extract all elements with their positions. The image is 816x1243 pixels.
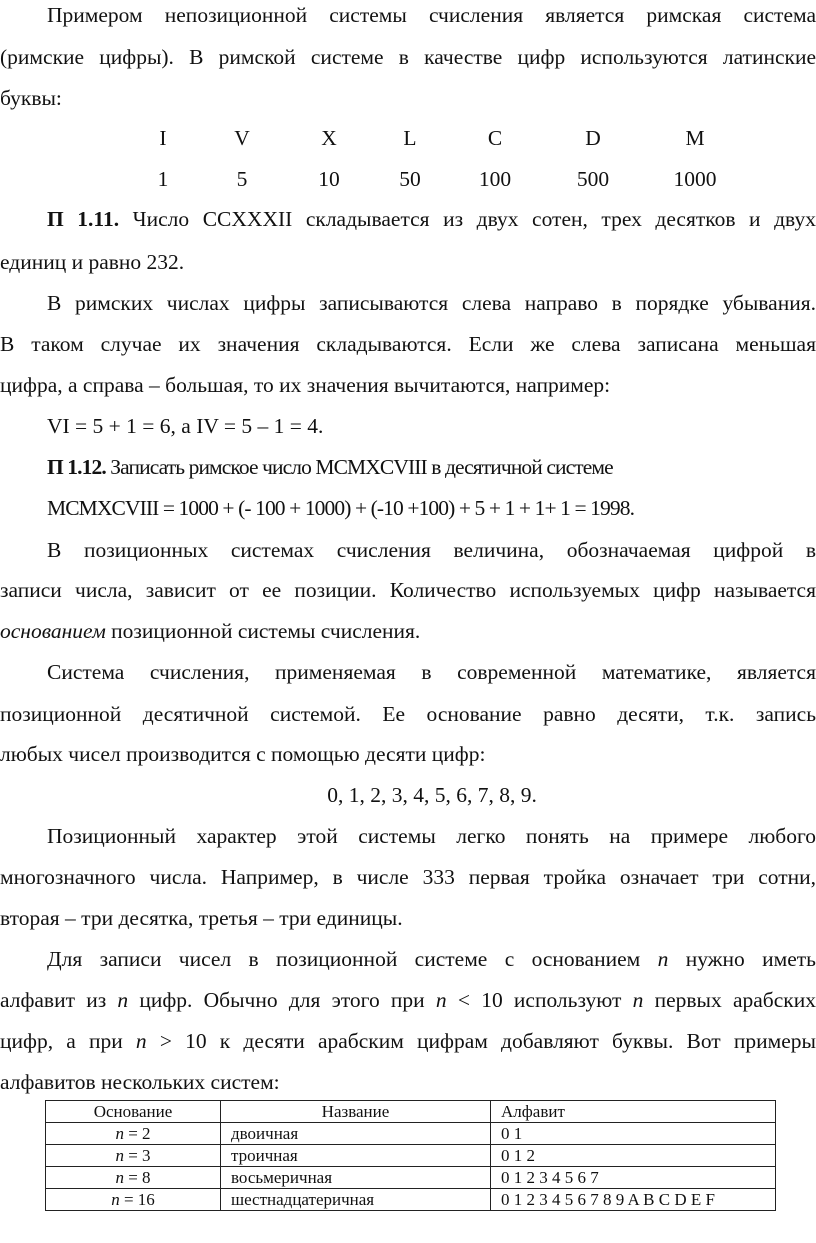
paragraph-text: позиционной системы счисления. xyxy=(105,619,421,643)
roman-value: 1 xyxy=(157,167,169,191)
paragraph-text-line: записи числа, зависит от ее позиции. Количество используемых цифр называется xyxy=(0,578,816,602)
cell-alphabet: 0 1 xyxy=(491,1123,776,1145)
variable-n: n xyxy=(657,947,669,971)
cell-alphabet: 0 1 2 3 4 5 6 7 8 9 A B C D E F xyxy=(491,1189,776,1211)
paragraph-text: алфавит из xyxy=(0,988,118,1012)
roman-letter: V xyxy=(234,126,250,150)
cell-name: двоичная xyxy=(221,1123,491,1145)
paragraph-text-line: многозначного числа. Например, в числе 333 первая тройка означает три сотни, xyxy=(0,865,816,889)
paragraph-text-line: любых чисел производится с помощью десяти цифр: xyxy=(0,742,486,766)
header-alphabet: Алфавит xyxy=(491,1101,776,1123)
variable-n: n xyxy=(435,988,447,1012)
paragraph-text: первых арабских xyxy=(643,988,816,1012)
table-row xyxy=(46,1123,776,1145)
paragraph-text-line xyxy=(0,987,816,1013)
example-label: П 1.11. xyxy=(47,207,120,231)
example-text: Число CCXXXII складывается из двух сотен, трех десятков и двух xyxy=(119,207,816,231)
example-line xyxy=(0,454,816,480)
paragraph-text: > 10 к десяти арабским цифрам добавляют буквы. Вот примеры xyxy=(146,1029,816,1053)
paragraph-text-line xyxy=(0,946,816,972)
paragraph-text-line: Позиционный характер этой системы легко понять на примере любого xyxy=(47,824,816,848)
base-value: = 8 xyxy=(123,1167,151,1187)
example-label: П 1.12. xyxy=(47,455,106,479)
roman-letter: X xyxy=(321,126,337,150)
paragraph-text-line: В римских числах цифры записываются слева направо в порядке убывания. xyxy=(47,291,816,315)
base-value: = 16 xyxy=(119,1189,155,1209)
cell-base xyxy=(46,1123,221,1145)
cell-name: восьмеричная xyxy=(221,1167,491,1189)
variable-n: n xyxy=(632,988,644,1012)
paragraph-text: < 10 используют xyxy=(446,988,633,1012)
paragraph-text-line xyxy=(0,1028,816,1054)
paragraph-text-line: единиц и равно 232. xyxy=(0,250,185,274)
roman-value: 50 xyxy=(399,167,421,191)
variable-n: n xyxy=(135,1029,147,1053)
table-row xyxy=(46,1167,776,1189)
roman-letter: I xyxy=(159,126,167,150)
paragraph-text-line: позиционной десятичной системой. Ее основание равно десяти, т.к. запись xyxy=(0,702,816,726)
base-value: = 2 xyxy=(123,1123,151,1143)
roman-value: 5 xyxy=(236,167,248,191)
example-line xyxy=(0,206,816,232)
cell-base xyxy=(46,1167,221,1189)
paragraph-text-line xyxy=(0,618,816,644)
roman-value: 500 xyxy=(576,167,610,191)
formula-line: VI = 5 + 1 = 6, а IV = 5 – 1 = 4. xyxy=(47,414,324,438)
variable-n: n xyxy=(115,1145,124,1165)
roman-letter: L xyxy=(403,126,417,150)
cell-alphabet: 0 1 2 xyxy=(491,1145,776,1167)
paragraph-text: цифр, а при xyxy=(0,1029,136,1053)
paragraph-text-line: цифра, а справа – большая, то их значения вычитаются, например: xyxy=(0,373,611,397)
cell-name: шестнадцатеричная xyxy=(221,1189,491,1211)
paragraph-text-line: В таком случае их значения складываются. Если же слева записана меньшая xyxy=(0,332,816,356)
roman-value: 1000 xyxy=(673,167,717,191)
paragraph-text-line: алфавитов нескольких систем: xyxy=(0,1070,280,1094)
term-italic: основанием xyxy=(0,619,106,643)
header-base: Основание xyxy=(46,1101,221,1123)
cell-alphabet: 0 1 2 3 4 5 6 7 xyxy=(491,1167,776,1189)
roman-letter: D xyxy=(585,126,601,150)
paragraph-text-line: (римские цифры). В римской системе в качестве цифр используются латинские xyxy=(0,45,816,69)
table-row xyxy=(46,1189,776,1211)
paragraph-text-line: В позиционных системах счисления величина, обозначаемая цифрой в xyxy=(47,538,816,562)
paragraph-text-line: буквы: xyxy=(0,86,62,110)
table-header-row xyxy=(46,1101,776,1123)
cell-base xyxy=(46,1189,221,1211)
formula-line: MCMXCVIII = 1000 + (- 100 + 1000) + (-10 +100) + 5 + 1 + 1+ 1 = 1998. xyxy=(47,496,635,520)
table-row xyxy=(46,1145,776,1167)
header-name: Название xyxy=(221,1101,491,1123)
paragraph-text: нужно иметь xyxy=(668,947,816,971)
roman-value: 100 xyxy=(478,167,512,191)
paragraph-text: цифр. Обычно для этого при xyxy=(128,988,436,1012)
roman-value: 10 xyxy=(318,167,340,191)
digits-line: 0, 1, 2, 3, 4, 5, 6, 7, 8, 9. xyxy=(327,783,537,807)
cell-base xyxy=(46,1145,221,1167)
paragraph-text-line: Примером непозиционной системы счисления является римская система xyxy=(47,3,816,27)
paragraph-text-line: Система счисления, применяемая в современной математике, является xyxy=(47,660,816,684)
cell-name: троичная xyxy=(221,1145,491,1167)
variable-n: n xyxy=(115,1123,124,1143)
base-value: = 3 xyxy=(123,1145,151,1165)
example-text: Записать римское число MCMXCVIII в десятичной системе xyxy=(105,455,613,479)
roman-letter: C xyxy=(487,126,503,150)
variable-n: n xyxy=(115,1167,124,1187)
alphabets-table xyxy=(45,1100,776,1211)
variable-n: n xyxy=(111,1189,120,1209)
paragraph-text: Для записи чисел в позиционной системе с основанием xyxy=(47,947,658,971)
paragraph-text-line: вторая – три десятка, третья – три единицы. xyxy=(0,906,403,930)
roman-letter: M xyxy=(685,126,705,150)
variable-n: n xyxy=(117,988,129,1012)
